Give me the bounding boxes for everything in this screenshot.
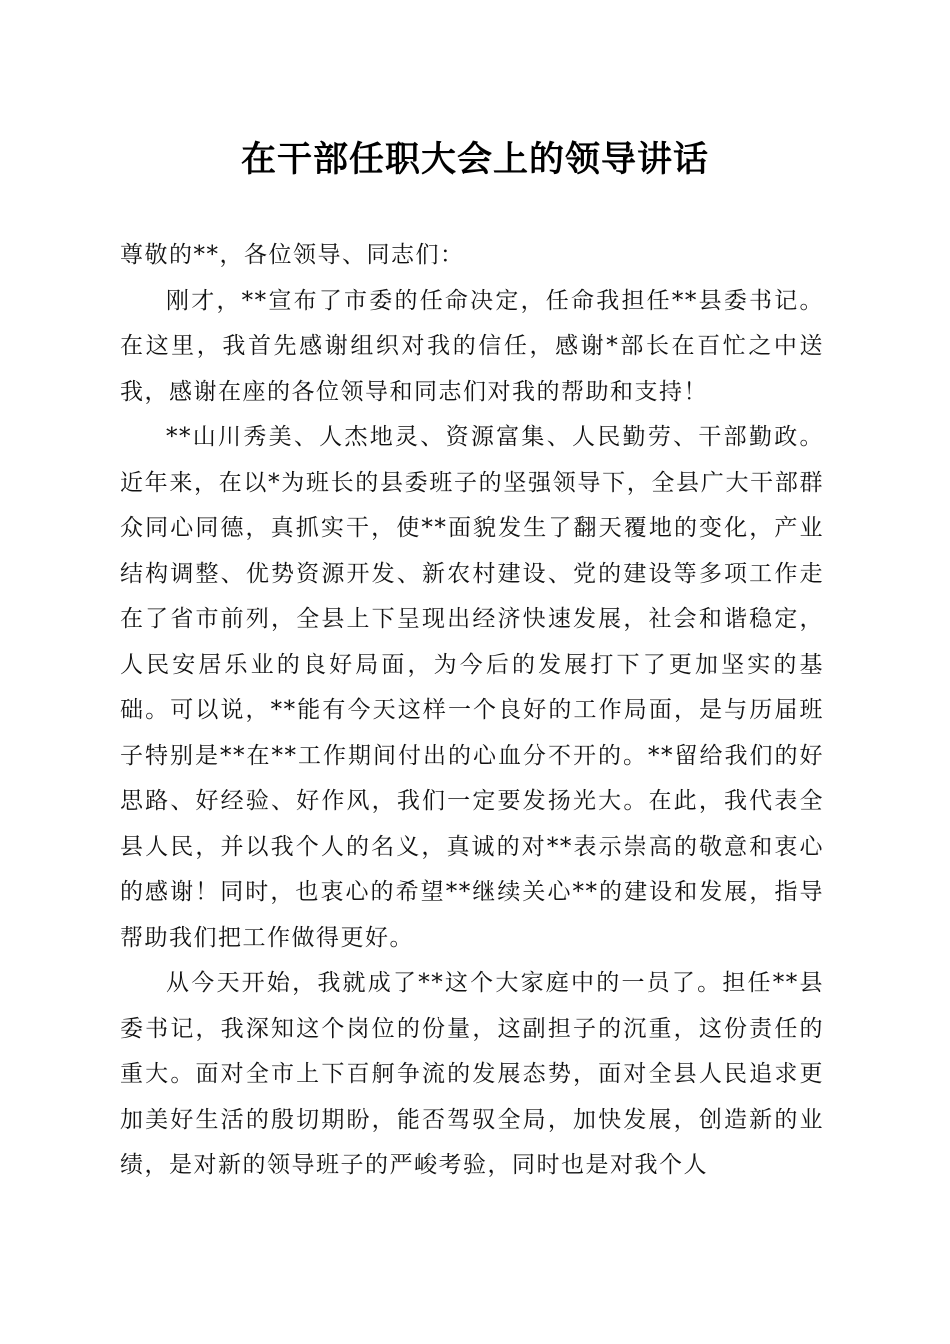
paragraph: 从今天开始，我就成了**这个大家庭中的一员了。担任**县委书记，我深知这个岗位的份量，这副担子的沉重，这份责任的重大。面对全市上下百舸争流的发展态势，面对全县人民追求更加美好生活的殷切期盼，能否驾驭全局，加快发展，创造新的业绩，是对新的领导班子的严峻考验，同时也是对我个人 [120,970,824,1178]
salutation: 尊敬的**，各位领导、同志们： [120,242,465,268]
paragraph: **山川秀美、人杰地灵、资源富集、人民勤劳、干部勤政。近年来，在以*为班长的县委班子的坚强领导下，全县广大干部群众同心同德，真抓实干，使**面貌发生了翻天覆地的变化，产业结构调整、优势资源开发、新农村建设、党的建设等多项工作走在了省市前列，全县上下呈现出经济快速发展，社会和谐稳定，人民安居乐业的良好局面，为今后的发展打下了更加坚实的基础。可以说，**能有今天这样一个良好的工作局面，是与历届班子特别是**在**工作期间付出的心血分不开的。**留给我们的好思路、好经验、好作风，我们一定要发扬光大。在此，我代表全县人民，并以我个人的名义，真诚的对**表示崇高的敬意和衷心的感谢！同时，也衷心的希望**继续关心**的建设和发展，指导帮助我们把工作做得更好。 [120,424,824,951]
paragraph: 刚才，**宣布了市委的任命决定，任命我担任**县委书记。在这里，我首先感谢组织对我的信任，感谢*部长在百忙之中送我，感谢在座的各位领导和同志们对我的帮助和支持！ [120,287,824,405]
document-body [120,233,824,1189]
document-title: 在干部任职大会上的领导讲话 [240,139,709,180]
